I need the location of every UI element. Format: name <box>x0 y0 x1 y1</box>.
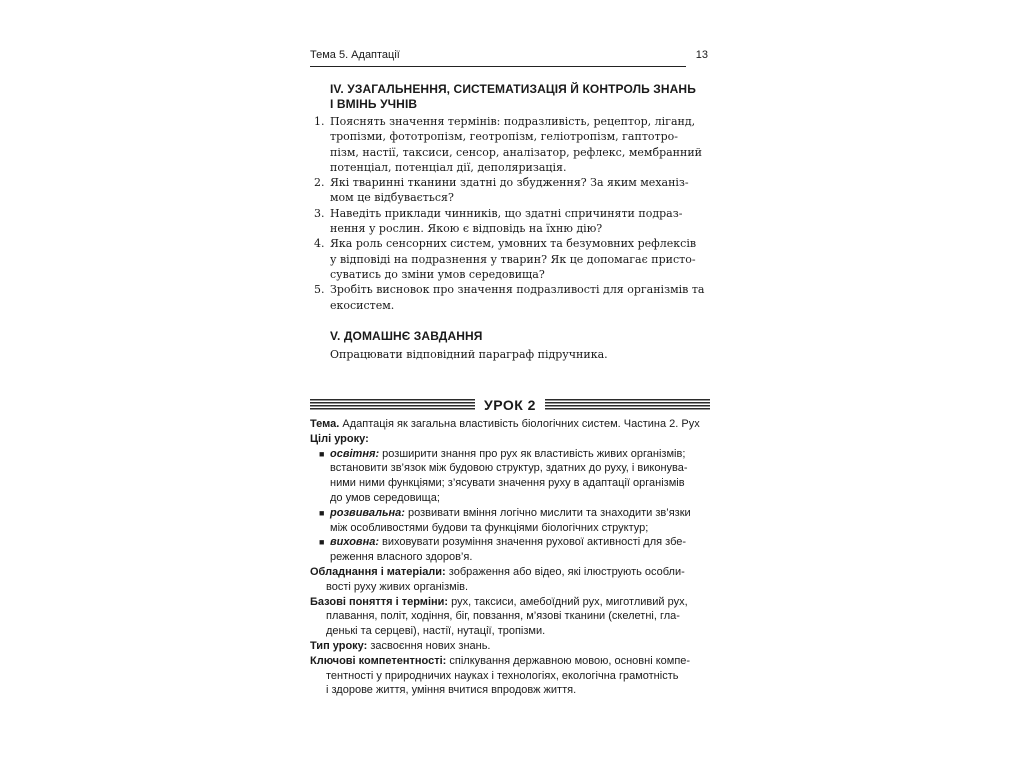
square-bullet-icon: ■ <box>319 537 325 548</box>
lesson-equipment <box>310 565 710 595</box>
review-questions-list <box>310 114 710 313</box>
section-iv-title <box>330 82 710 111</box>
homework-text: Опрацювати відповідний параграф підручника. <box>330 348 608 362</box>
section-iv-title-line2: І ВМІНЬ УЧНІВ <box>330 96 418 111</box>
goals-list <box>310 447 710 565</box>
item-number: 1. <box>314 115 325 128</box>
equipment-label: Обладнання і матеріали: <box>310 565 446 578</box>
square-bullet-icon: ■ <box>319 448 325 459</box>
banner-rule-right <box>545 399 710 411</box>
section-v-title: V. ДОМАШНЄ ЗАВДАННЯ <box>330 328 483 343</box>
lesson-banner <box>310 396 710 414</box>
banner-rule-left <box>310 399 475 411</box>
equipment-text: зображення або відео, які ілюструють особли- вості руху живих організмів. <box>326 565 685 593</box>
lesson-competencies <box>310 654 710 698</box>
list-item <box>310 282 710 313</box>
lesson-topic <box>310 417 710 432</box>
page-number: 13 <box>695 49 708 61</box>
running-header <box>310 48 708 67</box>
running-title: Тема 5. Адаптації <box>310 49 400 61</box>
goal-label: розвивальна: <box>330 506 405 519</box>
item-number: 4. <box>314 237 325 251</box>
topic-text: Адаптація як загальна властивість біологічних систем. Частина 2. Рух <box>339 418 700 430</box>
item-text: Яка роль сенсорних систем, умовних та безумовних рефлексів у відповіді на подразнення у тварин? Як це допомагає присто- суватись до зміни умов середовища? <box>330 237 697 281</box>
list-item <box>310 447 710 506</box>
item-text: Зробіть висновок про значення подразливості для організмів та екосистем. <box>330 283 705 312</box>
page-content <box>310 48 710 362</box>
goal-text: розвивальна: розвивати вміння логічно мислити та знаходити зв’язки між особливостями будови та функціями біологічних структур; <box>330 506 691 534</box>
competencies-label: Ключові компетентності: <box>310 654 447 667</box>
goal-text: виховна: виховувати розуміння значення рухової активності для збе- реження власного здоров’я. <box>330 536 687 564</box>
concepts-text: рух, таксиси, амебоїдний рух, миготливий рух, плавання, політ, ходіння, біг, повзання, м’язові тканини (скелетні, гла- денькі та серцеві), настії, нутації, тропізми. <box>326 595 688 638</box>
item-number: 2. <box>314 176 325 190</box>
item-text: Які тваринні тканини здатні до збудження? За яким механіз- мом це відбувається? <box>330 176 689 205</box>
list-item <box>310 114 710 175</box>
square-bullet-icon: ■ <box>319 507 325 518</box>
item-text: Наведіть приклади чинників, що здатні спричиняти подраз- нення у рослин. Якою є відповідь на їхню дію? <box>330 206 683 236</box>
list-item <box>310 206 710 237</box>
lesson-details <box>310 417 710 698</box>
type-label: Тип уроку: <box>310 639 368 652</box>
item-number: 3. <box>314 206 325 220</box>
item-text: Пояснять значення термінів: подразливість, рецептор, ліганд, тропізми, фототропізм, геотропізм, геліотропізм, гаптотро- пізм, настії, таксиси, сенсор, аналізатор, рефлекс, мембранний потенціал, потенціал дії, деполяризація. <box>330 115 702 174</box>
section-iv-title-line1: IV. УЗАГАЛЬНЕННЯ, СИСТЕМАТИЗАЦІЯ Й КОНТРОЛЬ ЗНАНЬ <box>330 82 696 96</box>
list-item <box>310 175 710 206</box>
goal-text: освітня: розширити знання про рух як властивість живих організмів; встановити зв’язок між будовою структур, здатних до руху, і виконува- ними ними функціями; з’ясувати значення руху в адаптації організмів до умов середовища; <box>330 447 688 504</box>
goal-label: освітня: <box>330 447 380 460</box>
lesson-type <box>310 639 710 654</box>
topic-label: Тема. <box>310 418 340 430</box>
list-item <box>310 535 710 565</box>
concepts-label: Базові поняття і терміни: <box>310 595 449 608</box>
list-item <box>310 506 710 536</box>
lesson-concepts <box>310 595 710 639</box>
goal-label: виховна: <box>330 536 379 549</box>
item-number: 5. <box>314 283 325 297</box>
goals-heading: Цілі уроку: <box>310 432 369 445</box>
lesson-banner-title: УРОК 2 <box>484 397 536 413</box>
type-text: засвоєння нових знань. <box>367 639 491 652</box>
list-item <box>310 236 710 282</box>
competencies-text: спілкування державною мовою, основні компе- тентності у природничих науках і технологіях, екологічна грамотність і здорове життя, уміння вчитися впродовж життя. <box>326 654 691 697</box>
